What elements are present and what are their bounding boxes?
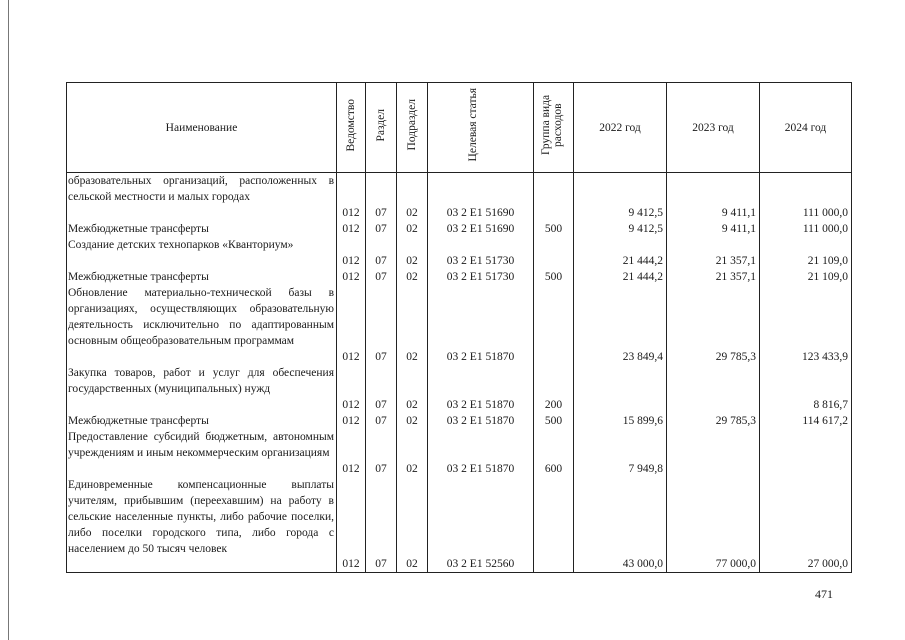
row-target: 03 2 E1 51690 (428, 173, 534, 221)
row-expense-group: 500 (534, 269, 574, 285)
row-value-2024 (760, 429, 852, 477)
row-target: 03 2 E1 51730 (428, 237, 534, 269)
page-edge-line (8, 0, 9, 640)
row-section: 07 (366, 429, 397, 477)
row-expense-group: 500 (534, 221, 574, 237)
row-value-2022: 7 949,8 (574, 429, 667, 477)
row-name: Предоставление субсидий бюджетным, автономным учреждениям и иным некоммерческим организациям (67, 429, 337, 477)
row-target: 03 2 E1 51690 (428, 221, 534, 237)
row-subsection: 02 (397, 221, 428, 237)
table-row (67, 365, 852, 413)
header-subsection-label: Подраздел (406, 99, 418, 151)
row-section: 07 (366, 237, 397, 269)
table-row (67, 429, 852, 477)
row-name: Обновление материально-технической базы в организациях, осуществляющих образовательную деятельность исключительно по адаптированным основным общеобразовательным программам (67, 285, 337, 365)
page-number: 471 (815, 587, 833, 601)
row-value-2023 (667, 429, 760, 477)
table-row (67, 269, 852, 285)
row-subsection: 02 (397, 365, 428, 413)
row-name: Единовременные компенсационные выплаты учителям, прибывшим (переехавшим) на работу в сельские населенные пункты, либо рабочие поселки, либо поселки городского типа, либо города с населением до 50 тысяч человек (67, 477, 337, 573)
row-value-2024: 21 109,0 (760, 269, 852, 285)
row-expense-group: 500 (534, 413, 574, 429)
row-value-2023: 29 785,3 (667, 285, 760, 365)
table-row (67, 173, 852, 221)
row-section: 07 (366, 413, 397, 429)
row-dept: 012 (337, 269, 366, 285)
row-value-2024: 114 617,2 (760, 413, 852, 429)
row-expense-group: 200 (534, 365, 574, 413)
row-target: 03 2 E1 52560 (428, 477, 534, 573)
row-subsection: 02 (397, 429, 428, 477)
header-2024 (760, 83, 852, 173)
row-value-2024: 27 000,0 (760, 477, 852, 573)
row-dept: 012 (337, 477, 366, 573)
row-dept: 012 (337, 173, 366, 221)
header-dept (337, 83, 366, 173)
row-dept: 012 (337, 221, 366, 237)
table-row (67, 413, 852, 429)
row-name: Межбюджетные трансферты (67, 413, 337, 429)
row-value-2022: 23 849,4 (574, 285, 667, 365)
row-section: 07 (366, 365, 397, 413)
row-subsection: 02 (397, 269, 428, 285)
row-value-2022: 43 000,0 (574, 477, 667, 573)
row-section: 07 (366, 221, 397, 237)
row-value-2023: 77 000,0 (667, 477, 760, 573)
row-expense-group (534, 173, 574, 221)
row-value-2022: 9 412,5 (574, 221, 667, 237)
row-section: 07 (366, 285, 397, 365)
row-name: Межбюджетные трансферты (67, 221, 337, 237)
row-section: 07 (366, 269, 397, 285)
row-value-2024: 21 109,0 (760, 237, 852, 269)
row-dept: 012 (337, 285, 366, 365)
row-value-2023: 9 411,1 (667, 173, 760, 221)
header-2023 (667, 83, 760, 173)
table-row (67, 221, 852, 237)
row-value-2023: 9 411,1 (667, 221, 760, 237)
row-value-2022 (574, 365, 667, 413)
header-2022 (574, 83, 667, 173)
row-value-2022: 9 412,5 (574, 173, 667, 221)
row-name: Межбюджетные трансферты (67, 269, 337, 285)
row-subsection: 02 (397, 477, 428, 573)
row-subsection: 02 (397, 173, 428, 221)
row-expense-group (534, 477, 574, 573)
row-name: Создание детских технопарков «Кванториум» (67, 237, 337, 269)
row-target: 03 2 E1 51870 (428, 365, 534, 413)
header-dept-label: Ведомство (345, 98, 357, 152)
table-row (67, 477, 852, 573)
row-dept: 012 (337, 413, 366, 429)
header-expense-group (534, 83, 574, 173)
row-value-2024: 123 433,9 (760, 285, 852, 365)
row-subsection: 02 (397, 413, 428, 429)
row-value-2023: 29 785,3 (667, 413, 760, 429)
row-value-2024: 8 816,7 (760, 365, 852, 413)
header-name (67, 83, 337, 173)
row-name: Закупка товаров, работ и услуг для обеспечения государственных (муниципальных) нужд (67, 365, 337, 413)
row-section: 07 (366, 173, 397, 221)
header-2022-label: 2022 год (599, 121, 641, 134)
budget-table (66, 82, 852, 573)
row-expense-group (534, 285, 574, 365)
header-2024-label: 2024 год (784, 121, 827, 134)
table-row (67, 237, 852, 269)
row-value-2024: 111 000,0 (760, 173, 852, 221)
row-dept: 012 (337, 237, 366, 269)
row-value-2022: 21 444,2 (574, 269, 667, 285)
header-2023-label: 2023 год (692, 121, 734, 134)
header-section-label: Раздел (375, 108, 387, 142)
row-dept: 012 (337, 429, 366, 477)
row-value-2023: 21 357,1 (667, 269, 760, 285)
row-value-2024: 111 000,0 (760, 221, 852, 237)
header-name-label: Наименование (165, 121, 238, 134)
header-target-label: Целевая статья (466, 88, 479, 162)
row-section: 07 (366, 477, 397, 573)
row-subsection: 02 (397, 285, 428, 365)
row-target: 03 2 E1 51730 (428, 269, 534, 285)
row-name: образовательных организаций, расположенных в сельской местности и малых городах (67, 173, 337, 221)
header-subsection (397, 83, 428, 173)
row-dept: 012 (337, 365, 366, 413)
table-row (67, 285, 852, 365)
row-value-2023 (667, 365, 760, 413)
row-subsection: 02 (397, 237, 428, 269)
header-row (67, 83, 852, 173)
row-target: 03 2 E1 51870 (428, 429, 534, 477)
header-section (366, 83, 397, 173)
row-expense-group: 600 (534, 429, 574, 477)
header-target (428, 83, 534, 173)
row-value-2022: 21 444,2 (574, 237, 667, 269)
row-target: 03 2 E1 51870 (428, 285, 534, 365)
header-expense-group-label: Группа вида расходов (539, 94, 564, 156)
row-value-2023: 21 357,1 (667, 237, 760, 269)
row-value-2022: 15 899,6 (574, 413, 667, 429)
row-target: 03 2 E1 51870 (428, 413, 534, 429)
row-expense-group (534, 237, 574, 269)
